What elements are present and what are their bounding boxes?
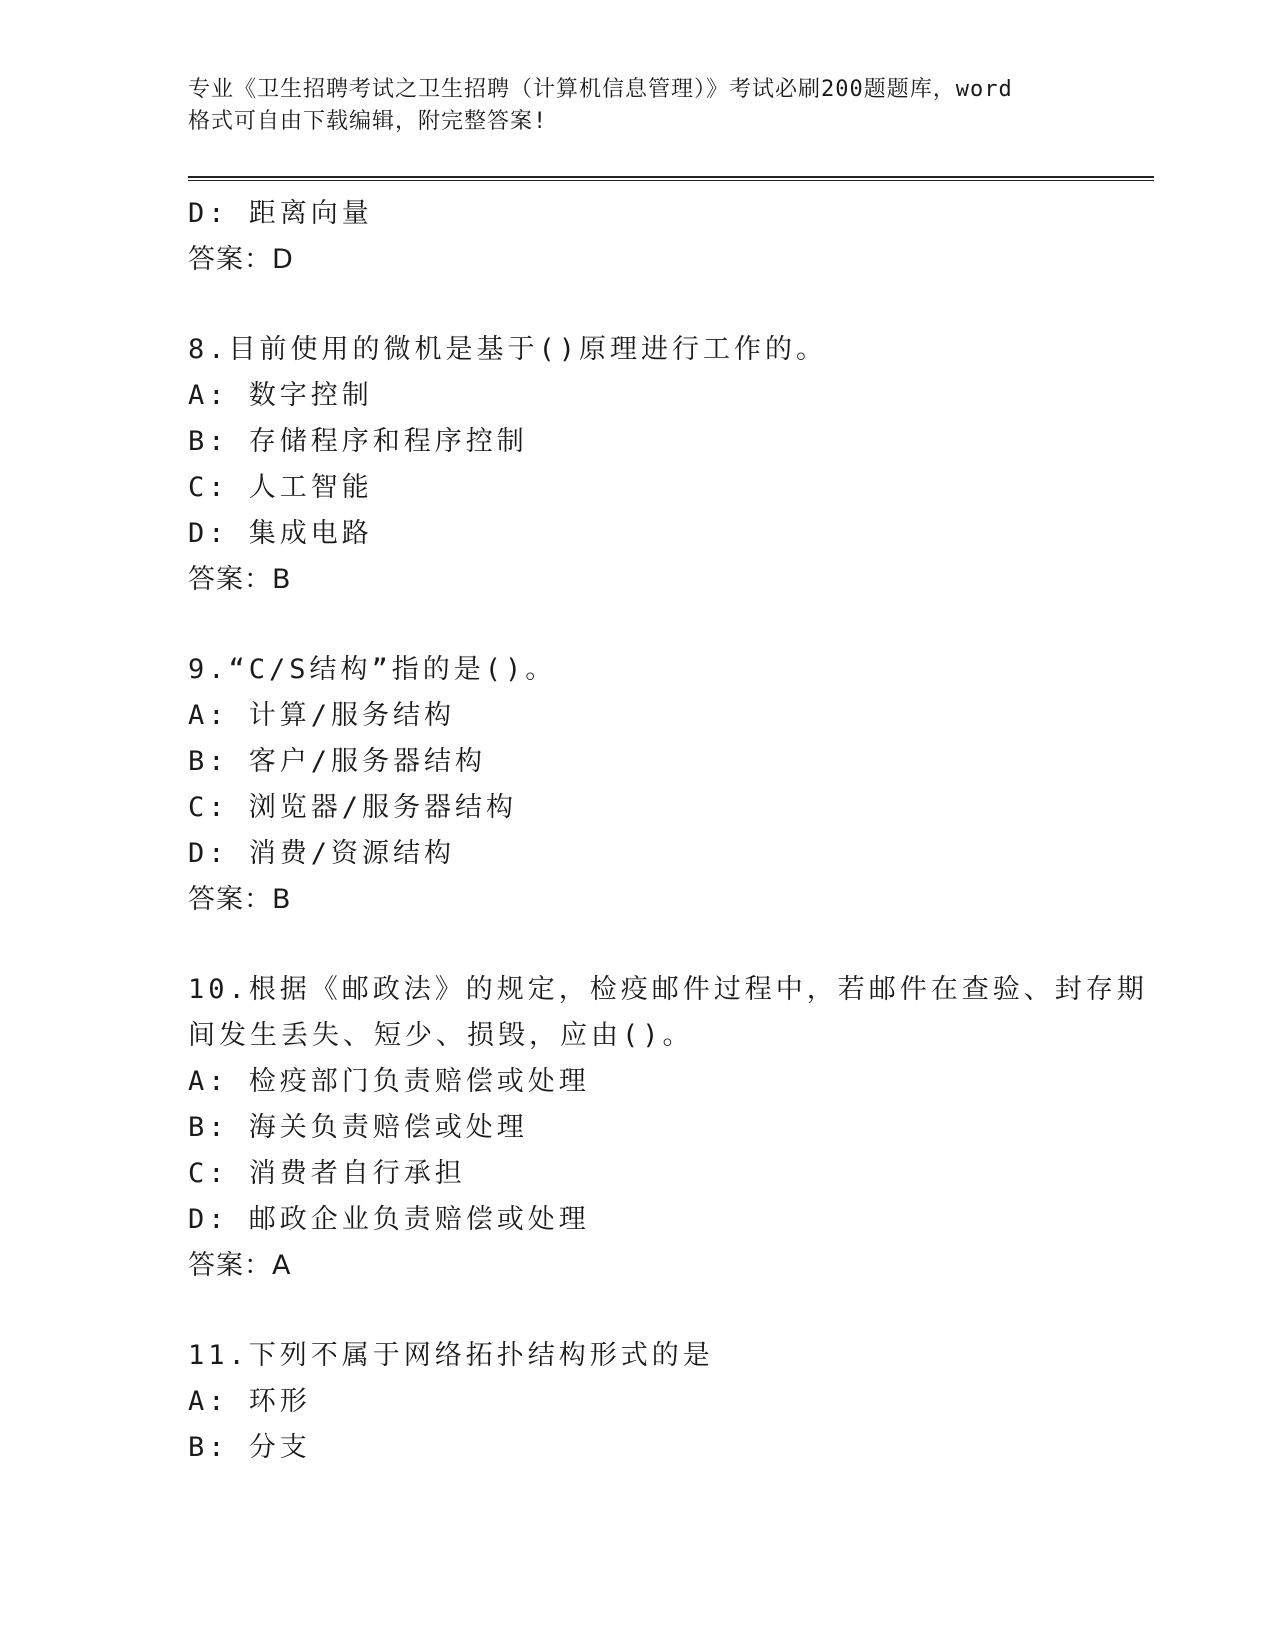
- question-text: 11.下列不属于网络拓扑结构形式的是: [188, 1340, 714, 1371]
- option-b: B: 存储程序和程序控制: [188, 426, 528, 457]
- question-10: [188, 967, 1148, 1289]
- question-text: 8.目前使用的微机是基于()原理进行工作的。: [188, 334, 828, 365]
- question-8: [188, 327, 1088, 603]
- question-text-line2: 间发生丢失、短少、损毁，应由()。: [188, 1020, 694, 1051]
- answer-label: 答案：A: [188, 1250, 292, 1281]
- option-c: C: 浏览器/服务器结构: [188, 792, 518, 823]
- option-c: C: 人工智能: [188, 472, 373, 503]
- option-a: A: 计算/服务结构: [188, 700, 456, 731]
- document-header: [188, 74, 1088, 138]
- question-text: 9.“C/S结构”指的是()。: [188, 654, 557, 685]
- answer-label: 答案：B: [188, 884, 292, 915]
- document-page: [188, 0, 1148, 1650]
- option-b: B: 海关负责赔偿或处理: [188, 1112, 528, 1143]
- question-11: [188, 1333, 1088, 1471]
- option-b: B: 客户/服务器结构: [188, 746, 487, 777]
- option-a: A: 数字控制: [188, 380, 373, 411]
- option-a: A: 检疫部门负责赔偿或处理: [188, 1066, 590, 1097]
- option-c: C: 消费者自行承担: [188, 1158, 466, 1189]
- option-b: B: 分支: [188, 1432, 311, 1463]
- option-d: D: 距离向量: [188, 198, 373, 229]
- question-7-tail: [188, 191, 1088, 283]
- question-list: [188, 191, 1148, 1471]
- answer-label: 答案：B: [188, 564, 292, 595]
- option-a: A: 环形: [188, 1386, 311, 1417]
- question-9: [188, 647, 1088, 923]
- answer-label: 答案：D: [188, 244, 294, 275]
- option-d: D: 消费/资源结构: [188, 838, 456, 869]
- header-title-line1: 专业《卫生招聘考试之卫生招聘（计算机信息管理）》考试必刷200题题库，word: [188, 77, 1013, 102]
- option-d: D: 集成电路: [188, 518, 373, 549]
- question-text-line1: 10.根据《邮政法》的规定，检疫邮件过程中，若邮件在查验、封存期: [188, 974, 1148, 1005]
- header-title-line2: 格式可自由下载编辑，附完整答案!: [188, 109, 548, 134]
- option-d: D: 邮政企业负责赔偿或处理: [188, 1204, 590, 1235]
- header-divider: [188, 176, 1154, 181]
